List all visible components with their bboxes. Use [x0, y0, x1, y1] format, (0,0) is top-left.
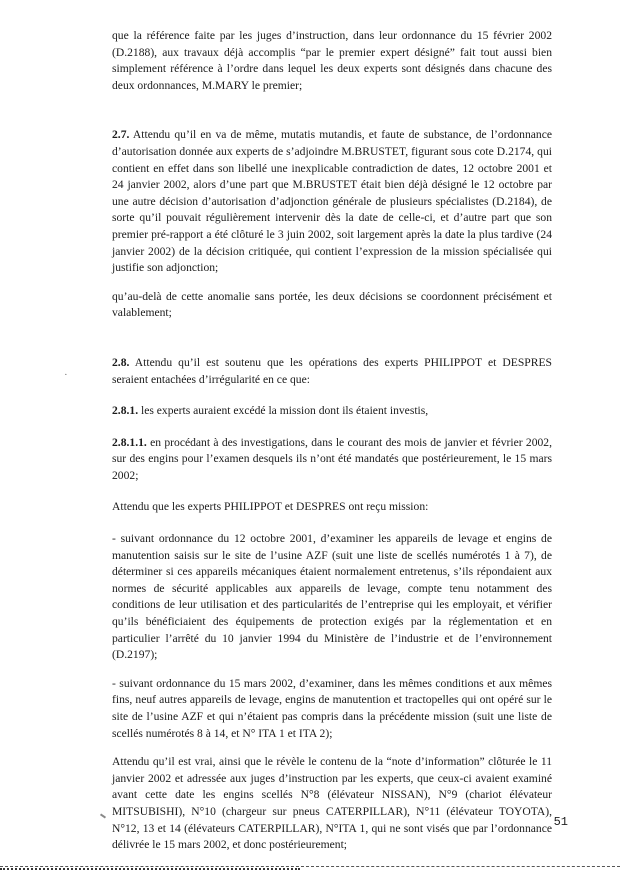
margin-mark: · — [64, 369, 68, 381]
section-number-2-8-1-1: 2.8.1.1. — [112, 435, 147, 449]
section-2-8-1-1 — [112, 435, 552, 485]
paragraph-reference: que la référence faite par les juges d’instruction, dans leur ordonnance du 15 février 2002 (D.2188), aux travaux déjà accomplis “par le premier expert désigné” fait tout aussi bien simplement référence à l’ordre dans lequel les deux experts sont désignés dans chacune des deux ordonnances, M.MARY le premier; — [112, 29, 552, 92]
section-number-2-7: 2.7. — [112, 128, 130, 142]
paragraph-anomalie: qu’au-delà de cette anomalie sans portée, les deux décisions se coordonnent précisément et valablement; — [112, 289, 552, 320]
section-2-8-1-1-text: en procédant à des investigations, dans le courant des mois de janvier et février 2002, sur des engins pour l’examen desquels ils n’ont été mandatés que postérieurement, le 15 mars 2002; — [112, 435, 552, 482]
footer-rule — [0, 866, 620, 867]
section-number-2-8: 2.8. — [112, 355, 130, 369]
section-number-2-8-1: 2.8.1. — [112, 404, 139, 418]
document-body — [112, 28, 552, 854]
section-2-8-1 — [112, 403, 552, 420]
paragraph-ordonnance-octobre: - suivant ordonnance du 12 octobre 2001, d’examiner les appareils de levage et engins de manutention saisis sur le site de l’usine AZF (suit une liste de scellés numérotés 1 à 7), de déterminer si ces appareils mécaniques étaient normalement entretenus, s’ils répondaient aux normes de sécurité applicables aux appareils de levage, compte tenu notamment des conditions de leur utilisation et des particularités de l’entreprise qui les employait, et vérifier qu’ils bénéficiaient des équipements de protection exigés par la réglementation et en particulier l’arrêté du 10 janvier 1994 du Ministère de l’industrie et de l’environnement (D.2197); — [112, 532, 552, 662]
footer-rule-artifact — [0, 868, 300, 870]
paragraph-mission: Attendu que les experts PHILIPPOT et DESPRES ont reçu mission: — [112, 500, 429, 514]
page-number: 51 — [553, 815, 568, 829]
section-2-8-text: Attendu qu’il est soutenu que les opérations des experts PHILIPPOT et DESPRES seraient entachées d’irrégularité en ce que: — [112, 355, 552, 386]
paragraph-attendu-vrai: Attendu qu’il est vrai, ainsi que le révèle le contenu de la “note d’information” clôturée le 11 janvier 2002 et adressée aux juges d’instruction par les experts, que ceux-ci avaient examiné avant cette date les engins scellés N°8 (élévateur NISSAN), N°9 (chariot élévateur MITSUBISHI), N°10 (chargeur sur pneus CATERPILLAR), N°11 (élévateur TOYOTA), N°12, 13 et 14 (élévateurs CATERPILLAR), N°ITA 1, qui ne sont visés que par l’ordonnance délivrée le 15 mars 2002, et donc postérieurement; — [112, 755, 552, 852]
section-2-7-text: Attendu qu’il en va de même, mutatis mutandis, et faute de substance, de l’ordonnance d’autorisation donnée aux experts de s’adjoindre M.BRUSTET, figurant sous cote D.2174, qui contient en effet dans son libellé une inexplicable contradiction de dates, 12 octobre 2001 et 24 janvier 2002, alors d’une part que M.BRUSTET était bien déjà désigné le 12 octobre par une autre décision d’autorisation d’adjonction générale de plusieurs spécialistes (D.2184), de sorte qu’il pouvait régulièrement intervenir dès la date de celle-ci, et d’autre part que son premier pré-rapport a été clôturé le 3 juin 2002, soit largement après la date la plus tardive (24 janvier 2002) de la décision critiquée, qui contient l’expression de la mission spécialisée qui justifie son adjonction; — [112, 128, 552, 275]
section-2-8 — [112, 355, 552, 388]
section-2-7 — [112, 127, 552, 276]
scan-artifact — [100, 813, 106, 818]
paragraph-ordonnance-mars: - suivant ordonnance du 15 mars 2002, d’examiner, dans les mêmes conditions et aux mêmes fins, neuf autres appareils de levage, engins de manutention et tractopelles qui ont opéré sur le site de l’usine AZF et qui n’étaient pas compris dans la précédente mission (suit une liste de scellés numérotés 8 à 14, et N° ITA 1 et ITA 2); — [112, 676, 552, 740]
section-2-8-1-text: les experts auraient excédé la mission dont ils étaient investis, — [138, 404, 429, 418]
